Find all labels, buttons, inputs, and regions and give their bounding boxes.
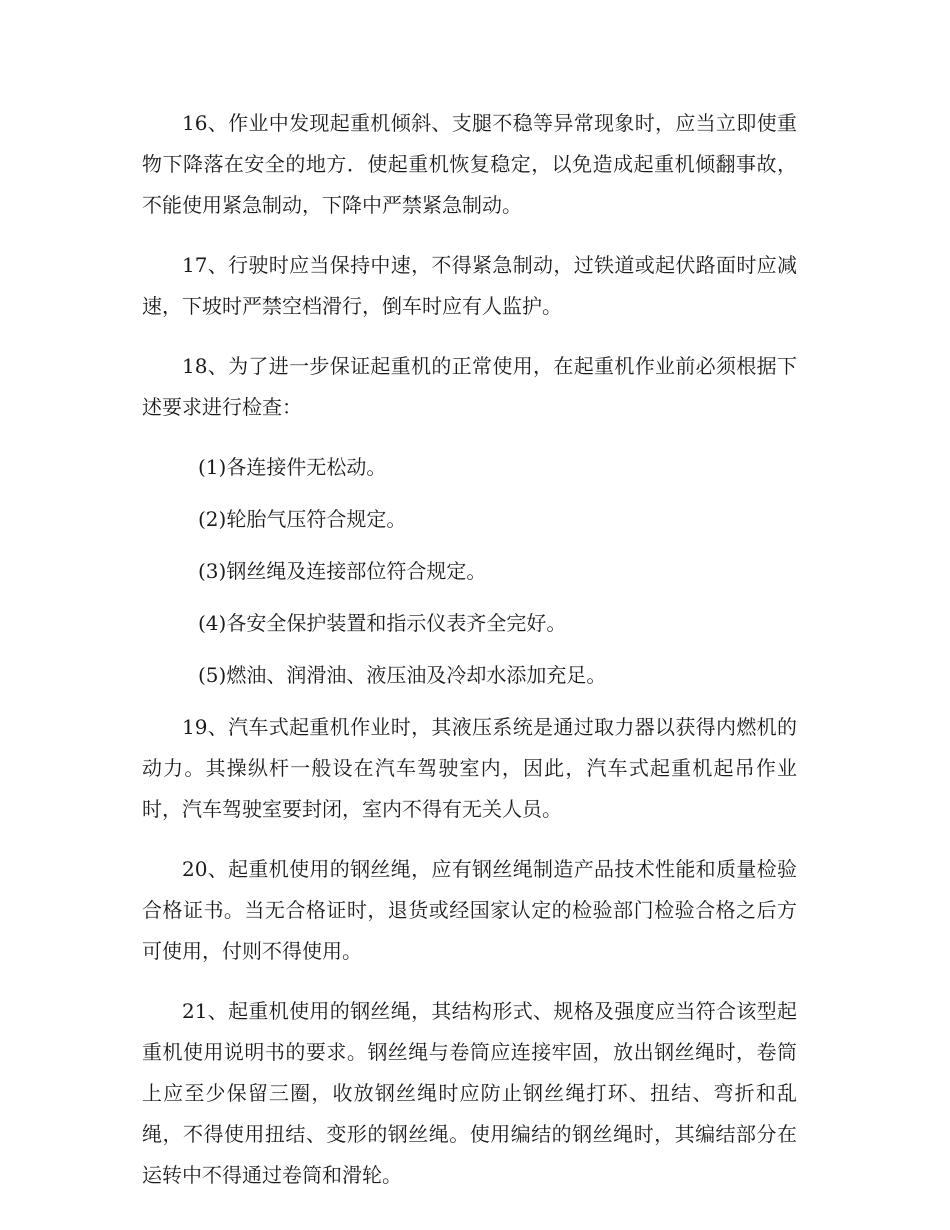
- paragraph-20: 20、起重机使用的钢丝绳，应有钢丝绳制造产品技术性能和质量检验合格证书。当无合格证时，退货或经国家认定的检验部门检验合格之后方可使用，付则不得使用。: [142, 857, 797, 963]
- checklist-item-1: (1)各连接件无松动。: [198, 455, 387, 479]
- checklist-item-3: (3)钢丝绳及连接部位符合规定。: [198, 559, 487, 583]
- checklist-item-2: (2)轮胎气压符合规定。: [198, 507, 407, 531]
- paragraph-16: 16、作业中发现起重机倾斜、支腿不稳等异常现象时，应当立即使重物下降落在安全的地方．使起重机恢复稳定，以免造成起重机倾翻事故，不能使用紧急制动，下降中严禁紧急制动。: [142, 111, 797, 217]
- paragraph-17: 17、行驶时应当保持中速，不得紧急制动，过铁道或起伏路面时应减速，下坡时严禁空档滑行，倒车时应有人监护。: [142, 253, 797, 318]
- paragraph-19: 19、汽车式起重机作业时，其液压系统是通过取力器以获得内燃机的动力。其操纵杆一般设在汽车驾驶室内，因此，汽车式起重机起吊作业时，汽车驾驶室要封闭，室内不得有无关人员。: [142, 715, 797, 821]
- paragraph-18: 18、为了进一步保证起重机的正常使用，在起重机作业前必须根据下述要求进行检查：: [142, 354, 797, 419]
- checklist-item-4: (4)各安全保护装置和指示仪表齐全完好。: [198, 611, 567, 635]
- document-page: [142, 103, 797, 1215]
- checklist-item-5: (5)燃油、润滑油、液压油及冷却水添加充足。: [198, 663, 607, 687]
- inspection-checklist: [142, 447, 797, 696]
- paragraph-21: 21、起重机使用的钢丝绳，其结构形式、规格及强度应当符合该型起重机使用说明书的要求。钢丝绳与卷筒应连接牢固，放出钢丝绳时，卷筒上应至少保留三圈，收放钢丝绳时应防止钢丝绳打环、扭结、弯折和乱绳，不得使用扭结、变形的钢丝绳。使用编结的钢丝绳时，其编结部分在运转中不得通过卷筒和滑轮。: [142, 999, 797, 1187]
